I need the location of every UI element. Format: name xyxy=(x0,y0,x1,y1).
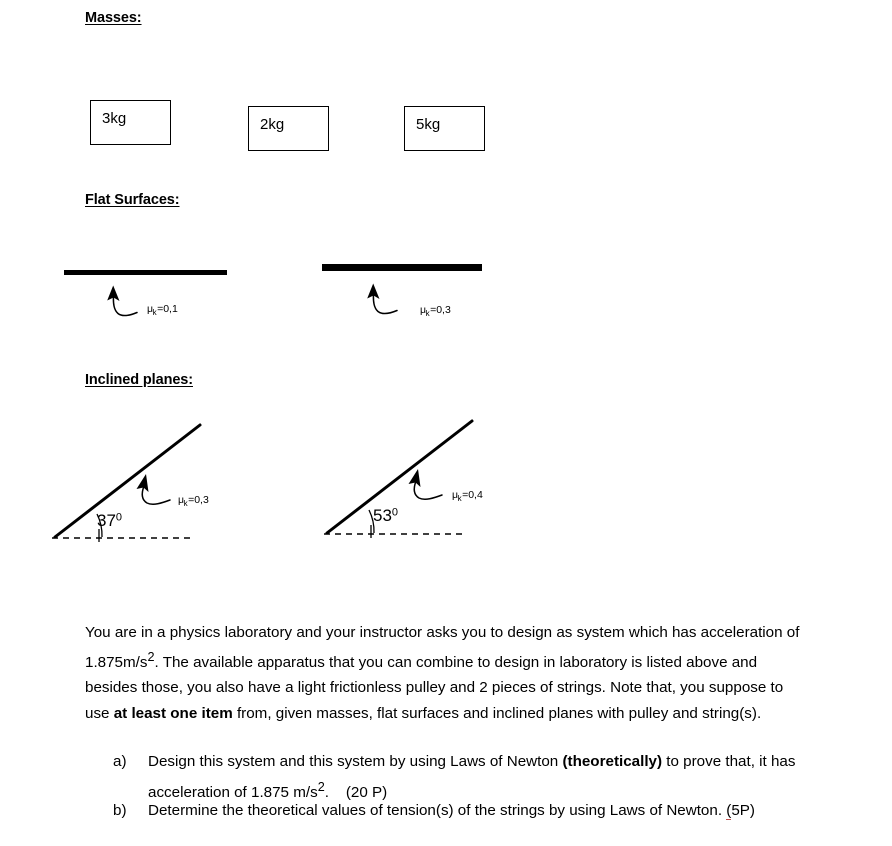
mass-box-label: 2kg xyxy=(260,116,285,133)
degree-symbol: 0 xyxy=(391,506,399,519)
item-text-3: . (20 P) xyxy=(324,783,388,801)
flat-surface-bar-2 xyxy=(322,264,482,271)
list-marker: b) xyxy=(113,802,127,819)
angle-value: 53 xyxy=(373,506,392,525)
friction-coefficient-label-1 xyxy=(147,304,178,317)
paragraph-text-3: from, given masses, flat surfaces and inclined planes with pulley and string(s). xyxy=(232,704,762,722)
mass-box-2kg xyxy=(248,106,329,151)
inclined-planes-heading: Inclined planes: xyxy=(85,372,193,388)
mu-value: =0,4 xyxy=(462,489,483,501)
incline-angle-label-2 xyxy=(373,507,398,524)
flat-surfaces-heading: Flat Surfaces: xyxy=(85,192,180,208)
question-item-a xyxy=(113,750,838,805)
item-text-1: Determine the theoretical values of tension(s) of the strings by using Laws of Newton. xyxy=(148,802,727,819)
mass-box-label: 5kg xyxy=(416,116,441,133)
mass-box-5kg xyxy=(404,106,485,151)
mu-symbol: μ xyxy=(420,304,427,316)
item-bold-emphasis: (theoretically) xyxy=(562,753,663,770)
flat-surface-pointer-2 xyxy=(360,280,420,324)
list-marker: a) xyxy=(113,753,127,770)
mu-symbol: μ xyxy=(452,489,459,501)
mu-subscript: k xyxy=(425,308,430,318)
paragraph-superscript-1: 2 xyxy=(147,650,155,665)
question-paragraph xyxy=(85,620,807,726)
paragraph-bold-emphasis: at least one item xyxy=(113,704,233,722)
item-text-2: to prove that, it has acceleration of 1.875 m/s xyxy=(148,753,796,801)
item-text-2: 5P) xyxy=(731,802,755,819)
spellcheck-flagged-text: ( xyxy=(726,802,732,819)
mu-value: =0,1 xyxy=(157,303,178,315)
flat-surface-bar-1 xyxy=(64,270,227,275)
friction-coefficient-label-3 xyxy=(178,495,209,508)
mu-subscript: k xyxy=(152,307,157,317)
list-item-text xyxy=(148,750,838,805)
mu-symbol: μ xyxy=(178,494,185,506)
mu-value: =0,3 xyxy=(430,304,451,316)
friction-coefficient-label-2 xyxy=(420,305,451,318)
mu-symbol: μ xyxy=(147,303,154,315)
angle-value: 37 xyxy=(97,511,116,530)
mu-subscript: k xyxy=(457,493,462,503)
mu-value: =0,3 xyxy=(188,494,209,506)
item-text-1: Design this system and this system by using Laws of Newton xyxy=(148,753,563,770)
friction-coefficient-label-4 xyxy=(452,490,483,503)
mass-box-label: 3kg xyxy=(102,110,127,127)
list-item-text xyxy=(148,799,838,824)
item-superscript: 2 xyxy=(317,779,325,794)
mass-box-3kg xyxy=(90,100,171,145)
incline-angle-label-1 xyxy=(97,512,122,529)
mu-subscript: k xyxy=(183,498,188,508)
question-item-b xyxy=(113,799,838,824)
paragraph-text-2: . The available apparatus that you can combine to design in laboratory is listed above and besides those, you also have a light frictionless pulley and 2 pieces of strings. Note that, you suppose to use xyxy=(85,654,784,722)
degree-symbol: 0 xyxy=(115,511,123,524)
masses-heading: Masses: xyxy=(85,10,142,26)
paragraph-text-1: You are in a physics laboratory and your instructor asks you to design as system which has acceleration of 1.875m/s xyxy=(85,624,800,672)
